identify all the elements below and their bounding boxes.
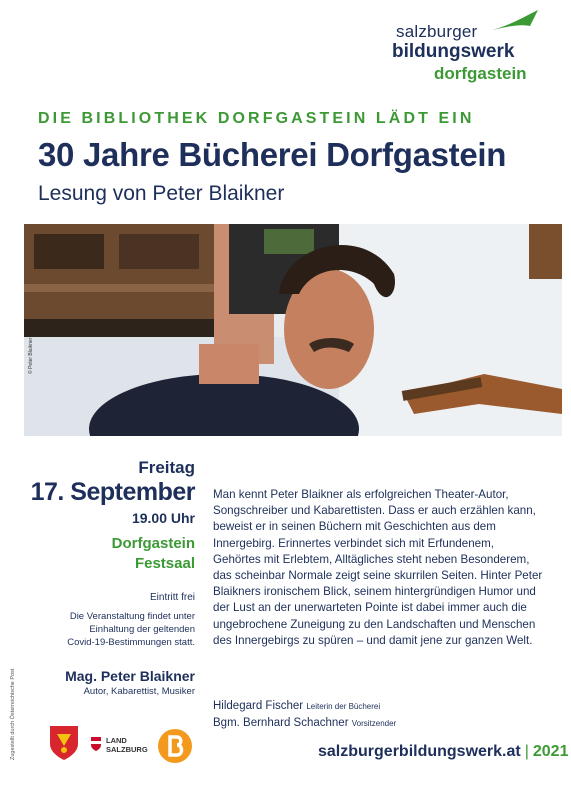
logo-line3: dorfgastein xyxy=(434,64,527,83)
signature-2-name: Bgm. Bernhard Schachner xyxy=(213,717,349,729)
speaker-name: Mag. Peter Blaikner xyxy=(65,668,195,684)
event-day: Freitag xyxy=(138,458,195,477)
covid-line1: Die Veranstaltung findet unter xyxy=(69,611,195,622)
logo-line2: bildungswerk xyxy=(392,41,515,62)
bildungswerk-logo xyxy=(378,8,548,88)
footer-separator: | xyxy=(524,743,529,760)
venue-line2: Festsaal xyxy=(134,555,195,572)
postal-note: Zugestellt durch Österreichische Post xyxy=(10,668,16,760)
land-line1: LAND xyxy=(106,736,127,745)
speaker-role: Autor, Kabarettist, Musiker xyxy=(83,686,195,697)
page-title: 30 Jahre Bücherei Dorfgastein xyxy=(38,136,507,173)
land-salzburg-logo xyxy=(90,736,148,757)
covid-line3: Covid-19-Bestimmungen statt. xyxy=(67,637,195,648)
signature-1-name: Hildegard Fischer xyxy=(213,700,304,712)
covid-note xyxy=(40,610,195,649)
land-crest-icon xyxy=(90,736,102,752)
signature-2-role: Vorsitzender xyxy=(351,719,397,728)
event-date: 17. September xyxy=(30,478,195,506)
photo-illustration xyxy=(24,224,562,436)
logo-line1: salzburger xyxy=(396,22,478,41)
photo-credit: © Peter Blaikner xyxy=(28,337,34,374)
kicker: DIE BIBLIOTHEK DORFGASTEIN LÄDT EIN xyxy=(38,110,475,127)
event-time: 19.00 Uhr xyxy=(131,510,195,526)
subtitle: Lesung von Peter Blaikner xyxy=(38,182,285,205)
portrait-photo xyxy=(24,224,562,436)
body-paragraph: Man kennt Peter Blaikner als erfolgreichen Theater-Autor, Songschreiber und Kabarettisten. Dass er auch erzählen kann, beweist er in seinen Büchern mit Geschichten aus dem Innergebirg. Erinnertes verbindet sich mit Erfundenem, Gehörtes mit Erlebtem, Alltägliches steht neben Besonderem, das scheinbar Normale zeigt seine skurrilen Seiten. Hinter Peter Blaikners ironischem Blick, seinem hintergründigen Humor und der Lust an der unerwarteten Pointe ist dabei immer auch die ungebrochene Zuneigung zu den Landschaften und Menschen des Innergebirgs zu spüren – und damit jene zur ganzen Welt. xyxy=(213,488,543,647)
municipal-crest-icon xyxy=(48,724,80,762)
signature-1-role: Leiterin der Bücherei xyxy=(306,702,381,711)
footer xyxy=(318,743,568,761)
venue-line1: Dorfgastein xyxy=(111,535,195,552)
swoosh-icon xyxy=(490,8,540,36)
bildungswerk-badge-icon xyxy=(158,729,192,763)
covid-line2: Einhaltung der geltenden xyxy=(89,624,195,635)
entry-note: Eintritt frei xyxy=(149,592,195,603)
signature-1 xyxy=(213,700,380,712)
event-venue xyxy=(60,534,195,574)
footer-year: 2021 xyxy=(532,743,569,760)
signature-2 xyxy=(213,717,396,729)
land-line2: SALZBURG xyxy=(106,745,148,754)
footer-url[interactable]: salzburgerbildungswerk.at xyxy=(318,743,521,760)
badge-b-icon xyxy=(158,729,192,763)
